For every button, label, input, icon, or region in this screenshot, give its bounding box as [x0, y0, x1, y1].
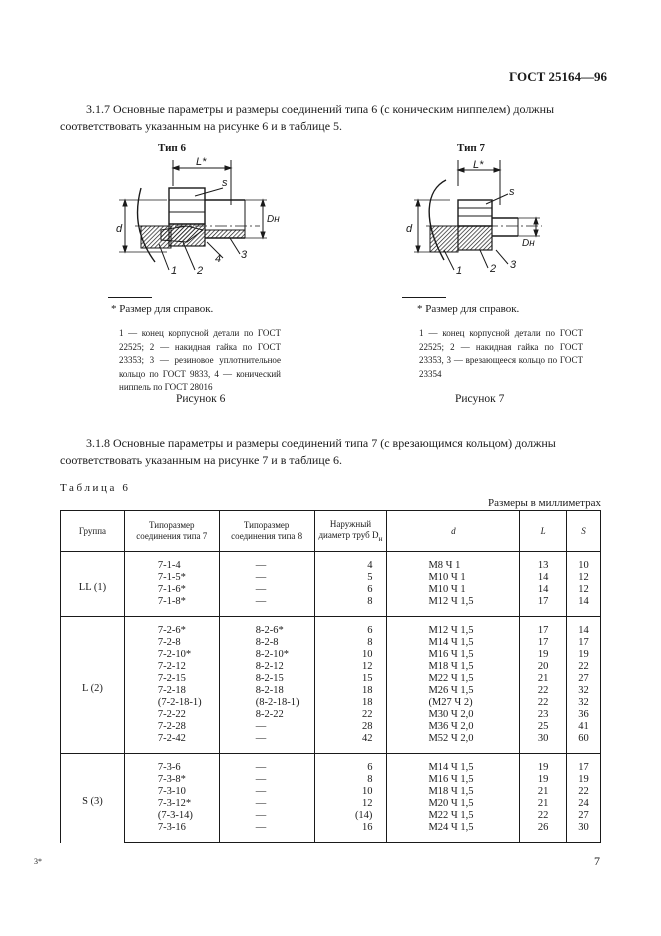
table-row	[61, 810, 601, 822]
cell-S: 19	[567, 774, 601, 786]
cell-L: 14	[520, 572, 567, 584]
cell-dn: 4	[314, 552, 387, 573]
cell-d: M18 Ч 1,5	[387, 786, 520, 798]
cell-S: 22	[567, 661, 601, 673]
figure7-label-L: L*	[473, 159, 484, 171]
cell-dn: 8	[314, 637, 387, 649]
cell-dn: 42	[314, 733, 387, 754]
cell-S: 32	[567, 685, 601, 697]
cell-dn: 22	[314, 709, 387, 721]
cell-dn: 5	[314, 572, 387, 584]
cell-type7: 7-3-10	[124, 786, 219, 798]
cell-type8: —	[219, 810, 314, 822]
cell-L: 22	[520, 685, 567, 697]
table-row	[61, 798, 601, 810]
header-S	[567, 511, 601, 552]
cell-S: 24	[567, 798, 601, 810]
figure6-label-L: L*	[196, 156, 207, 168]
cell-S: 14	[567, 617, 601, 638]
cell-d: M30 Ч 2,0	[387, 709, 520, 721]
cell-group: L (2)	[61, 617, 125, 754]
cell-S: 60	[567, 733, 601, 754]
cell-type7: 7-2-28	[124, 721, 219, 733]
figure6-legend: 1 — конец корпусной детали по ГОСТ 22525; 2 — накидная гайка по ГОСТ 23353; 3 — резиновое уплотнительное кольцо по ГОСТ 9833, 4 — конический ниппель по ГОСТ 28016	[119, 328, 281, 392]
cell-L: 23	[520, 709, 567, 721]
cell-L: 14	[520, 584, 567, 596]
table6-units: Размеры в миллиметрах	[488, 497, 601, 509]
header-dn-sub: н	[378, 533, 383, 543]
table-row	[61, 617, 601, 638]
cell-type7: 7-3-8*	[124, 774, 219, 786]
figure7-label-d: d	[406, 223, 413, 235]
cell-type7: 7-2-22	[124, 709, 219, 721]
cell-dn: 10	[314, 649, 387, 661]
cell-d: M12 Ч 1,5	[387, 617, 520, 638]
cell-d: M14 Ч 1,5	[387, 637, 520, 649]
cell-type7: 7-2-10*	[124, 649, 219, 661]
table-row	[61, 697, 601, 709]
cell-L: 17	[520, 596, 567, 617]
cell-dn: 28	[314, 721, 387, 733]
cell-S: 10	[567, 552, 601, 573]
figure7-caption: Рисунок 7	[455, 393, 505, 405]
cell-d: M20 Ч 1,5	[387, 798, 520, 810]
cell-S: 30	[567, 822, 601, 843]
cell-S: 17	[567, 637, 601, 649]
table6	[60, 510, 601, 843]
cell-type7: 7-2-8	[124, 637, 219, 649]
table-row	[61, 661, 601, 673]
figure6-callout-1: 1	[171, 265, 178, 277]
figure6-drawing	[95, 150, 310, 285]
figure7-label-s: s	[509, 186, 515, 198]
cell-type7: 7-1-5*	[124, 572, 219, 584]
cell-d: M24 Ч 1,5	[387, 822, 520, 843]
cell-type7: 7-3-12*	[124, 798, 219, 810]
cell-d: (M27 Ч 2)	[387, 697, 520, 709]
paragraph-3-1-7	[60, 101, 601, 135]
cell-L: 21	[520, 798, 567, 810]
cell-S: 14	[567, 596, 601, 617]
cell-group: LL (1)	[61, 552, 125, 617]
cell-type7: 7-2-18	[124, 685, 219, 697]
header-L-text: L	[540, 525, 546, 536]
header-group: Группа	[61, 511, 125, 552]
header-S-text: S	[581, 525, 586, 536]
cell-d: M18 Ч 1,5	[387, 661, 520, 673]
figure6-footnote: * Размер для справок.	[111, 303, 214, 315]
cell-d: M16 Ч 1,5	[387, 774, 520, 786]
cell-dn: 12	[314, 798, 387, 810]
cell-type7: 7-2-42	[124, 733, 219, 754]
footer-mark: 3*	[34, 857, 42, 866]
figure7-callout-3: 3	[510, 259, 517, 271]
header-type8: Типоразмер соединения типа 8	[219, 511, 314, 552]
table6-header-row	[61, 511, 601, 552]
cell-S: 41	[567, 721, 601, 733]
header-L	[520, 511, 567, 552]
cell-L: 30	[520, 733, 567, 754]
cell-type8: —	[219, 596, 314, 617]
cell-d: M26 Ч 1,5	[387, 685, 520, 697]
cell-dn: 6	[314, 584, 387, 596]
cell-dn: 10	[314, 786, 387, 798]
cell-d: M14 Ч 1,5	[387, 754, 520, 775]
cell-type8: 8-2-22	[219, 709, 314, 721]
cell-type8: —	[219, 798, 314, 810]
cell-dn: 8	[314, 596, 387, 617]
paragraph-line: 3.1.7 Основные параметры и размеры соединений типа 6 (с коническим ниппелем) должны	[86, 102, 555, 116]
cell-type8: —	[219, 786, 314, 798]
cell-type8: —	[219, 774, 314, 786]
cell-L: 19	[520, 649, 567, 661]
cell-type7: 7-2-12	[124, 661, 219, 673]
cell-L: 26	[520, 822, 567, 843]
cell-type8: 8-2-8	[219, 637, 314, 649]
figure6-callout-2: 2	[197, 265, 204, 277]
cell-type8: —	[219, 584, 314, 596]
paragraph-line: соответствовать указанным на рисунке 7 и в таблице 6.	[60, 453, 343, 467]
cell-dn: 15	[314, 673, 387, 685]
table-row	[61, 637, 601, 649]
cell-d: M22 Ч 1,5	[387, 673, 520, 685]
table-row	[61, 649, 601, 661]
header-type7: Типоразмер соединения типа 7	[124, 511, 219, 552]
cell-dn: 16	[314, 822, 387, 843]
table-row	[61, 584, 601, 596]
cell-type8: —	[219, 822, 314, 843]
cell-type7: 7-1-4	[124, 552, 219, 573]
cell-dn: 8	[314, 774, 387, 786]
cell-L: 22	[520, 810, 567, 822]
table-row	[61, 596, 601, 617]
cell-d: M10 Ч 1	[387, 572, 520, 584]
cell-type7: 7-3-6	[124, 754, 219, 775]
cell-type7: 7-1-6*	[124, 584, 219, 596]
cell-dn: 6	[314, 754, 387, 775]
figure6-title: Тип 6	[158, 142, 186, 154]
figure7-footnote: * Размер для справок.	[417, 303, 520, 315]
cell-L: 17	[520, 617, 567, 638]
cell-S: 19	[567, 649, 601, 661]
cell-type8: (8-2-18-1)	[219, 697, 314, 709]
cell-group: S (3)	[61, 754, 125, 843]
cell-S: 12	[567, 572, 601, 584]
table-row	[61, 709, 601, 721]
cell-d: M52 Ч 2,0	[387, 733, 520, 754]
cell-type8: —	[219, 721, 314, 733]
figure7-callout-2: 2	[490, 263, 497, 275]
table6-title: Таблица 6	[60, 482, 131, 494]
cell-dn: 6	[314, 617, 387, 638]
footnote-rule	[108, 297, 152, 298]
cell-S: 36	[567, 709, 601, 721]
standard-number: ГОСТ 25164—96	[509, 69, 608, 84]
cell-S: 17	[567, 754, 601, 775]
cell-d: M8 Ч 1	[387, 552, 520, 573]
paragraph-3-1-8	[60, 435, 601, 469]
header-dn	[314, 511, 387, 552]
cell-type8: 8-2-6*	[219, 617, 314, 638]
cell-dn: (14)	[314, 810, 387, 822]
table-row	[61, 673, 601, 685]
cell-L: 13	[520, 552, 567, 573]
cell-type8: 8-2-12	[219, 661, 314, 673]
figure6-callout-4: 4	[215, 253, 222, 265]
page-number: 7	[594, 854, 600, 868]
cell-d: M16 Ч 1,5	[387, 649, 520, 661]
footnote-rule	[402, 297, 446, 298]
cell-L: 21	[520, 786, 567, 798]
cell-type7: 7-1-8*	[124, 596, 219, 617]
cell-S: 32	[567, 697, 601, 709]
cell-type8: —	[219, 754, 314, 775]
cell-L: 17	[520, 637, 567, 649]
cell-type8: —	[219, 733, 314, 754]
cell-type8: 8-2-15	[219, 673, 314, 685]
table-row	[61, 685, 601, 697]
cell-d: M36 Ч 2,0	[387, 721, 520, 733]
figure6-callout-3: 3	[241, 249, 248, 261]
cell-L: 19	[520, 774, 567, 786]
cell-L: 20	[520, 661, 567, 673]
cell-dn: 18	[314, 685, 387, 697]
cell-type8: —	[219, 572, 314, 584]
cell-L: 21	[520, 673, 567, 685]
cell-type7: (7-3-14)	[124, 810, 219, 822]
cell-L: 22	[520, 697, 567, 709]
cell-S: 12	[567, 584, 601, 596]
figure7-title: Тип 7	[457, 142, 485, 154]
paragraph-line: 3.1.8 Основные параметры и размеры соединений типа 7 (с врезающимся кольцом) должны	[86, 436, 556, 450]
header-d-text: d	[451, 525, 456, 536]
figure7-label-Dn: Dн	[522, 238, 535, 249]
table-row	[61, 733, 601, 754]
figure6-label-s: s	[222, 177, 228, 189]
figure7-drawing	[400, 150, 550, 285]
cell-d: M22 Ч 1,5	[387, 810, 520, 822]
table-row	[61, 552, 601, 573]
cell-type8: —	[219, 552, 314, 573]
cell-d: M12 Ч 1,5	[387, 596, 520, 617]
paragraph-line: соответствовать указанным на рисунке 6 и в таблице 5.	[60, 119, 343, 133]
cell-dn: 18	[314, 697, 387, 709]
table-row	[61, 774, 601, 786]
table-row	[61, 822, 601, 843]
cell-type8: 8-2-10*	[219, 649, 314, 661]
cell-dn: 12	[314, 661, 387, 673]
figure6-label-d: d	[116, 223, 123, 235]
cell-S: 27	[567, 810, 601, 822]
header-dn-text: Наружный диаметр труб D	[318, 518, 379, 540]
cell-type7: 7-2-6*	[124, 617, 219, 638]
figure7-legend: 1 — конец корпусной детали по ГОСТ 22525; 2 — накидная гайка по ГОСТ 23353, 3 — врезающееся кольцо по ГОСТ 23354	[419, 328, 583, 379]
figure6-label-Dn: Dн	[267, 214, 280, 225]
table-row	[61, 572, 601, 584]
cell-type8: 8-2-18	[219, 685, 314, 697]
figure6-caption: Рисунок 6	[176, 393, 226, 405]
cell-type7: 7-2-15	[124, 673, 219, 685]
cell-type7: (7-2-18-1)	[124, 697, 219, 709]
cell-type7: 7-3-16	[124, 822, 219, 843]
header-d	[387, 511, 520, 552]
table-row	[61, 754, 601, 775]
cell-S: 22	[567, 786, 601, 798]
cell-d: M10 Ч 1	[387, 584, 520, 596]
cell-S: 27	[567, 673, 601, 685]
figure7-callout-1: 1	[456, 265, 463, 277]
table-row	[61, 786, 601, 798]
cell-L: 25	[520, 721, 567, 733]
table-row	[61, 721, 601, 733]
cell-L: 19	[520, 754, 567, 775]
